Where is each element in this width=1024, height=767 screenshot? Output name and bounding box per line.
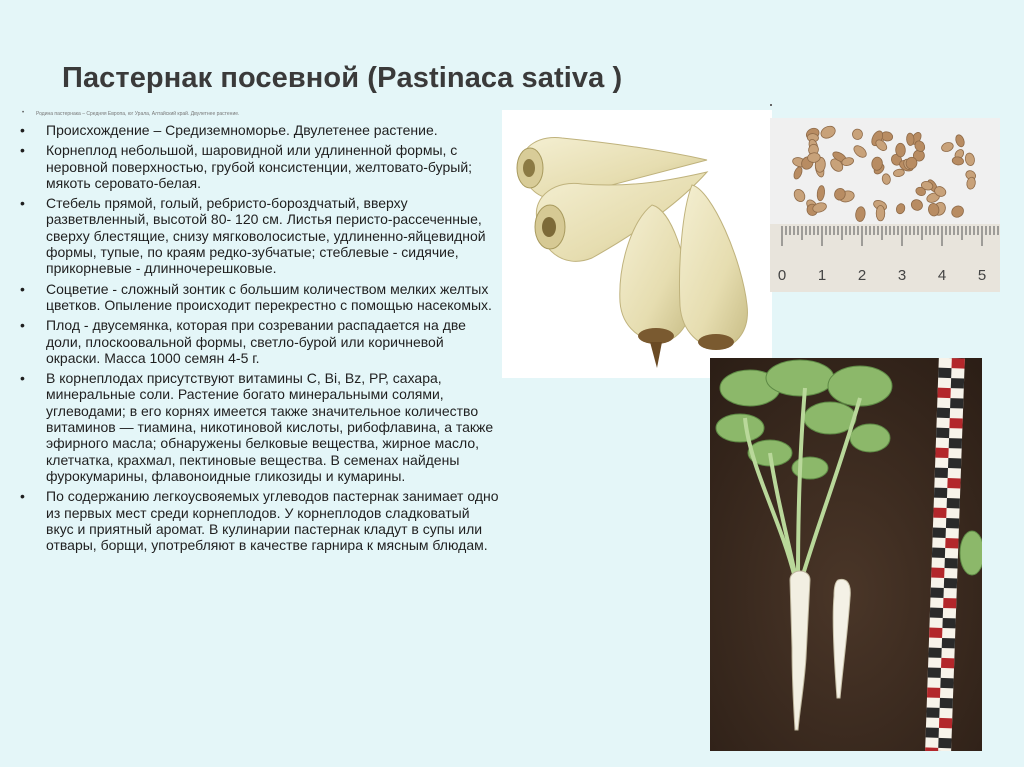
stick-mark <box>946 518 959 528</box>
stick-mark <box>928 667 941 677</box>
stick-mark <box>929 628 942 638</box>
stick-mark <box>926 707 939 717</box>
stick-mark <box>949 438 962 448</box>
page-title: Пастернак посевной (Pastinaca sativa ) <box>62 62 623 94</box>
bullet-text: Корнеплод небольшой, шаровидной или удлиненной формы, с неровной поверхностью, грубой консистенции, желтовато-бурый; мякоть серовато-белая. <box>46 142 473 191</box>
bullet-text: Плод - двусемянка, которая при созревании распадается на две доли, плоскоовальной формы, светло-бурой или коричневой окраски. Масса 1000 семян 4-5 г. <box>46 317 466 366</box>
bullet-icon: • <box>20 370 25 387</box>
seed <box>876 206 885 221</box>
bullet-list <box>20 122 500 557</box>
stick-mark <box>941 658 954 668</box>
stick-mark <box>931 568 944 578</box>
ruler-label: 0 <box>777 267 787 284</box>
seed <box>895 143 905 157</box>
decorative-dot <box>770 104 772 106</box>
list-item <box>20 195 500 276</box>
stick-mark <box>951 358 964 368</box>
bullet-icon: • <box>20 280 25 297</box>
bullet-text: Стебель прямой, голый, ребристо-бороздчатый, вверху разветвленный, высотой 80- 120 см. Листья перисто-рассеченные, сверху блестящие, снизу мягковолосистые, удлиненно-яйцевидной формы, тупые, по краям редко-зубчатые; стеблевые - сидячие, прикорневые - длинночерешковые. <box>46 195 486 277</box>
bullet-icon: • <box>20 122 25 138</box>
stick-mark <box>935 468 948 478</box>
stick-mark <box>944 578 957 588</box>
list-item <box>20 122 500 138</box>
ruler-label: 2 <box>857 267 867 284</box>
stick-mark <box>933 508 946 518</box>
bullet-text: В корнеплодах присутствуют витамины С, Вi, Вz, РР, сахара, минеральные соли. Растение богато минеральными солями, углеводами; в его корнях имеется также значительное количество витаминов — тиамина, никотиновой кислоты, рибофлавина, а также эфирного масла; обнаружены белковые вещества, жирное масло, клетчатка, крахмал, пектиновые вещества. В семенах найдены фурокумарины, флавоноидные гликозиды и кумарины. <box>46 370 494 484</box>
stick-mark <box>937 388 950 398</box>
stick-mark <box>938 738 951 748</box>
parsnip-seeds-drawing <box>770 118 1000 292</box>
stick-mark <box>930 608 943 618</box>
stick-mark <box>938 368 951 378</box>
stick-mark <box>933 528 946 538</box>
stick-mark <box>940 678 953 688</box>
bullet-icon: • <box>20 317 25 334</box>
stick-mark <box>935 448 948 458</box>
stick-mark <box>925 747 938 751</box>
stick-mark <box>942 618 955 628</box>
stick-mark <box>932 548 945 558</box>
list-item <box>20 370 500 484</box>
ruler-label: 4 <box>937 267 947 284</box>
stick-mark <box>940 698 953 708</box>
stick-mark <box>948 458 961 468</box>
stick-mark <box>936 428 949 438</box>
stick-mark <box>945 558 958 568</box>
list-item <box>20 281 500 314</box>
list-item <box>20 317 500 366</box>
ruler-label: 1 <box>817 267 827 284</box>
stick-mark <box>949 418 962 428</box>
bullet-icon: • <box>20 488 25 505</box>
stick-mark <box>939 718 952 728</box>
stick-mark <box>926 727 939 737</box>
tiny-note: Родина пастернака – Средняя Европа, юг Урала, Алтайский край. Двулетнее растение. <box>36 111 240 117</box>
stick-mark <box>943 598 956 608</box>
stick-mark <box>928 647 941 657</box>
list-item <box>20 488 500 553</box>
list-item <box>20 142 500 191</box>
stick-mark <box>937 408 950 418</box>
ruler-label: 5 <box>977 267 987 284</box>
bullet-text: Соцветие - сложный зонтик с большим количеством мелких желтых цветков. Опыление происходит перекрестно с помощью насекомых. <box>46 280 492 313</box>
tiny-note-bullet: • <box>22 110 25 116</box>
bullet-icon: • <box>20 195 25 212</box>
bullet-text: По содержанию легкоусвояемых углеводов пастернак занимает одно из первых мест среди корнеплодов. У корнеплодов сладковатый вкус и приятный аромат. В кулинарии пастернак кладут в супы или отвары, борщи, употребляют в качестве гарнира к мясным блюдам. <box>46 488 499 554</box>
stick-mark <box>951 378 964 388</box>
ruler-label: 3 <box>897 267 907 284</box>
stick-mark <box>945 538 958 548</box>
stick-mark <box>934 488 947 498</box>
stick-mark <box>927 687 940 697</box>
stick-mark <box>947 498 960 508</box>
bullet-text: Происхождение – Средиземноморье. Двулетенее растение. <box>46 122 438 138</box>
stick-mark <box>942 638 955 648</box>
parsnip-plant-drawing <box>710 358 982 751</box>
stick-mark <box>930 588 943 598</box>
parsnip-seeds-image <box>770 118 1000 292</box>
stick-mark <box>950 398 963 408</box>
parsnip-roots-image <box>502 110 772 378</box>
parsnip-roots-drawing <box>502 110 772 378</box>
parsnip-plant-image <box>710 358 982 751</box>
stick-mark <box>947 478 960 488</box>
bullet-icon: • <box>20 142 25 159</box>
